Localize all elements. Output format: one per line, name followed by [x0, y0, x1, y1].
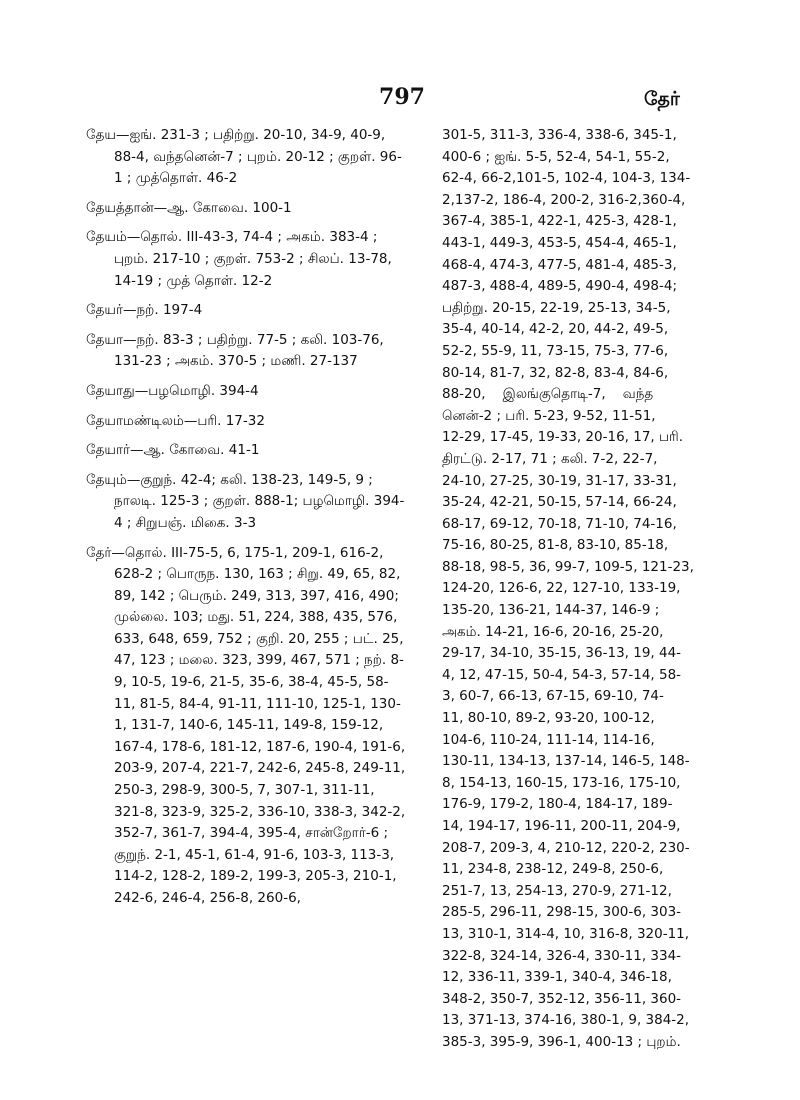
running-head: தேர்: [644, 88, 680, 110]
index-entry: தேயாமண்டிலம்—பரி. 17-32: [86, 412, 265, 429]
continuation-line: 88-18, 98-5, 36, 99-7, 109-5, 121-23,: [442, 558, 694, 575]
continuation-line: 52-2, 55-9, 11, 73-15, 75-3, 77-6,: [442, 342, 669, 359]
continuation-line: பதிற்று. 20-15, 22-19, 25-13, 34-5,: [442, 299, 671, 316]
continuation-line: 14, 194-17, 196-11, 200-11, 204-9,: [442, 818, 681, 834]
continuation-line: 11, 80-10, 89-2, 93-20, 100-12,: [442, 710, 655, 727]
continuation-line: 62-4, 66-2,101-5, 102-4, 104-3, 134-: [442, 170, 691, 187]
page-number: 797: [379, 84, 425, 110]
continuation-line: 75-16, 80-25, 81-8, 83-10, 85-18,: [442, 537, 669, 554]
continuation-line: 348-2, 350-7, 352-12, 356-11, 360-: [442, 990, 682, 1007]
continuation-line: 322-8, 324-14, 326-4, 330-11, 334-: [442, 947, 682, 964]
index-entry: தேயத்தான்—ஆ. கோவை. 100-1: [86, 199, 292, 216]
continuation-line: 13, 371-13, 374-16, 380-1, 9, 384-2,: [442, 1012, 690, 1029]
index-entry: தேய—ஐங். 231-3 ; பதிற்று. 20-10, 34-9, 40-9, 88-4, வந்தனென்-7 ; புறம். 20-12 ; குறள். 96-1 ; முத்தொள். 46-2: [86, 127, 402, 187]
continuation-line: 443-1, 449-3, 453-5, 454-4, 465-1,: [442, 234, 677, 251]
continuation-line: 176-9, 179-2, 180-4, 184-17, 189-: [442, 796, 673, 813]
continuation-line: 251-7, 13, 254-13, 270-9, 271-12,: [442, 882, 672, 899]
continuation-line: 301-5, 311-3, 336-4, 338-6, 345-1,: [442, 127, 677, 143]
continuation-line: 68-17, 69-12, 70-18, 71-10, 74-16,: [442, 515, 677, 532]
index-column-left: [86, 125, 408, 910]
continuation-line: 130-11, 134-13, 137-14, 146-5, 148-: [442, 753, 690, 770]
continuation-line: 104-6, 110-24, 111-14, 114-16,: [442, 731, 655, 748]
continuation-line: 400-6 ; ஐங். 5-5, 52-4, 54-1, 55-2,: [442, 148, 670, 165]
continuation-line: 29-17, 34-10, 35-15, 36-13, 19, 44-: [442, 645, 682, 662]
continuation-line: 12-29, 17-45, 19-33, 20-16, 17, பரி.: [442, 429, 684, 446]
continuation-line: 3, 60-7, 66-13, 67-15, 69-10, 74-: [442, 688, 664, 705]
continuation-line: 80-14, 81-7, 32, 82-8, 83-4, 84-6,: [442, 364, 669, 381]
continuation-line: 13, 310-1, 314-4, 10, 316-8, 320-11,: [442, 925, 690, 942]
continuation-line: அகம். 14-21, 16-6, 20-16, 25-20,: [442, 623, 664, 640]
continuation-line: 124-20, 126-6, 22, 127-10, 133-19,: [442, 580, 681, 597]
index-entry: தேயார்—ஆ. கோவை. 41-1: [86, 442, 260, 459]
index-entry: தேர்—தொல். III-75-5, 6, 175-1, 209-1, 616-2, 628-2 ; பொருந. 130, 163 ; சிறு. 49, 65, 82, 89, 142 ; பெரும். 249, 313, 397, 416, 490; முல்லை. 103; மது. 51, 224, 388, 435, 576, 633, 648, 659, 752 ; குறி. 20, 255 ; பட். 25, 47, 123 ; மலை. 323, 399, 467, 571 ; நற். 8-9, 10-5, 19-6, 21-5, 35-6, 38-4, 45-5, 58-11, 81-5, 84-4, 91-11, 111-10, 125-1, 130-1, 131-7, 140-6, 145-11, 149-8, 159-12, 167-4, 178-6, 181-12, 187-6, 190-4, 191-6, 203-9, 207-4, 221-7, 242-6, 245-8, 249-11, 250-3, 298-9, 300-5, 7, 307-1, 311-11, 321-8, 323-9, 325-2, 336-10, 338-3, 342-2, 352-7, 361-7, 394-4, 395-4, சான்றோர்-6 ; குறுந். 2-1, 45-1, 61-4, 91-6, 103-3, 113-3, 114-2, 128-2, 189-2, 199-3, 205-3, 210-1, 242-6, 246-4, 256-8, 260-6,: [86, 544, 406, 906]
index-entry: தேயும்—குறுந். 42-4; கலி. 138-23, 149-5, 9 ; நாலடி. 125-3 ; குறள். 888-1; பழமொழி. 394-4 ; சிறுபஞ். மிகை. 3-3: [86, 471, 405, 531]
continuation-line: 24-10, 27-25, 30-19, 31-17, 33-31,: [442, 472, 677, 489]
continuation-line: 468-4, 474-3, 477-5, 481-4, 485-3,: [442, 256, 677, 273]
continuation-line: 208-7, 209-3, 4, 210-12, 220-2, 230-: [442, 839, 690, 856]
continuation-line: 135-20, 136-21, 144-37, 146-9 ;: [442, 602, 660, 619]
index-entry: தேயாது—பழமொழி. 394-4: [86, 382, 259, 399]
continuation-line: 285-5, 296-11, 298-15, 300-6, 303-: [442, 904, 682, 921]
continuation-line: 35-4, 40-14, 42-2, 20, 44-2, 49-5,: [442, 321, 669, 338]
continuation-line: 487-3, 488-4, 489-5, 490-4, 498-4;: [442, 278, 678, 295]
continuation-line: 12, 336-11, 339-1, 340-4, 346-18,: [442, 969, 672, 986]
continuation-line: 367-4, 385-1, 422-1, 425-3, 428-1,: [442, 213, 677, 230]
continuation-line: 88-20, இலங்குதொடி-7, வந்த: [442, 386, 654, 403]
continuation-line: 11, 234-8, 238-12, 249-8, 250-6,: [442, 861, 664, 878]
continuation-line: 385-3, 395-9, 396-1, 400-13 ; புறம்.: [442, 1033, 681, 1050]
index-entry: தேயம்—தொல். III-43-3, 74-4 ; அகம். 383-4 ; புறம். 217-10 ; குறள். 753-2 ; சிலப். 13-78, 14-19 ; முத் தொள். 12-2: [86, 229, 392, 289]
index-entry: தேயர்—நற். 197-4: [86, 302, 203, 319]
continuation-line: னென்-2 ; பரி. 5-23, 9-52, 11-51,: [442, 407, 656, 424]
continuation-line: 8, 154-13, 160-15, 173-16, 175-10,: [442, 774, 681, 791]
continuation-line: திரட்டு. 2-17, 71 ; கலி. 7-2, 22-7,: [442, 450, 658, 467]
continuation-line: 4, 12, 47-15, 50-4, 54-3, 57-14, 58-: [442, 666, 682, 683]
continuation-line: 35-24, 42-21, 50-15, 57-14, 66-24,: [442, 494, 677, 511]
index-entry: தேயா—நற். 83-3 ; பதிற்று. 77-5 ; கலி. 103-76, 131-23 ; அகம். 370-5 ; மணி. 27-137: [86, 331, 384, 370]
index-column-right: [442, 125, 708, 1054]
continuation-line: 2,137-2, 186-4, 200-2, 316-2,360-4,: [442, 191, 686, 208]
